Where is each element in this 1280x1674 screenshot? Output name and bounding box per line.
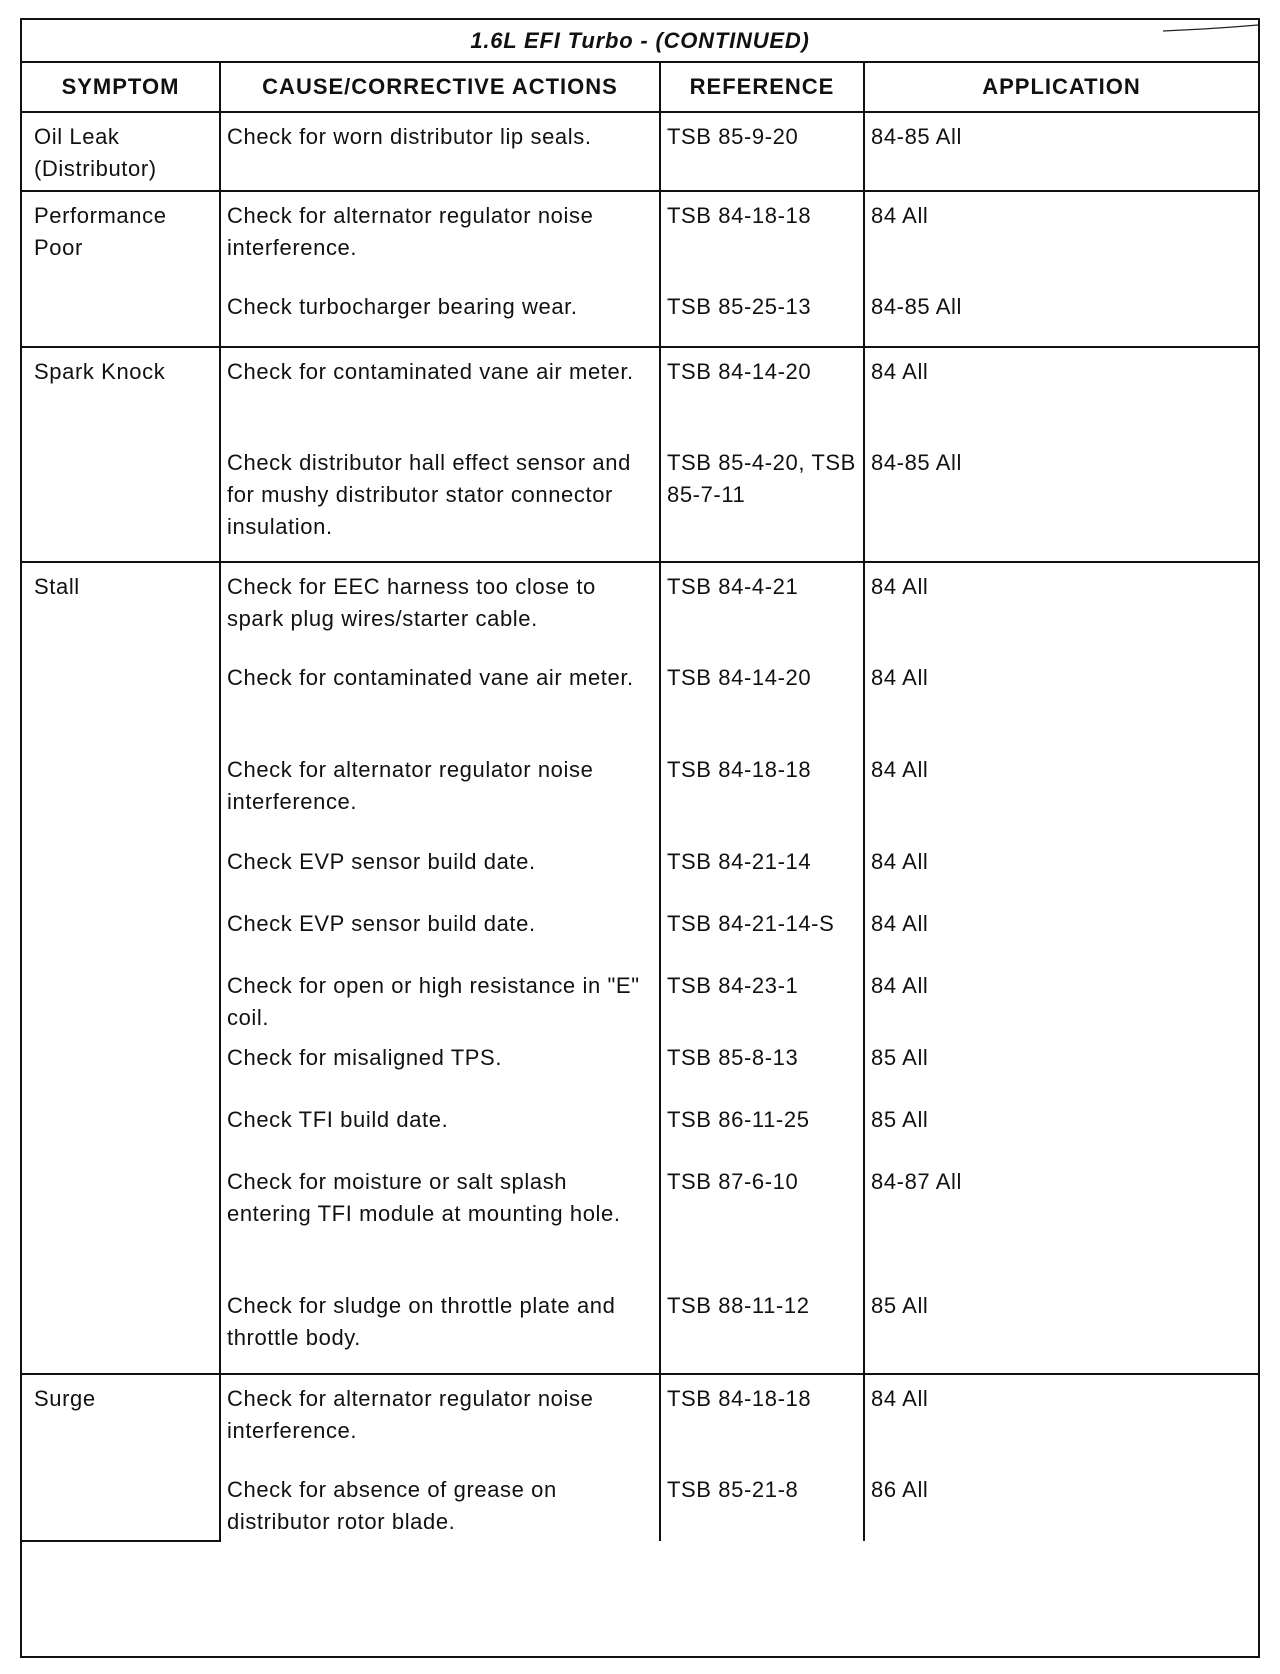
- application-text: 84 All: [871, 757, 929, 782]
- action-text: Check for absence of grease on distributor rotor blade.: [227, 1476, 557, 1534]
- action-text: Check for worn distributor lip seals.: [227, 124, 592, 149]
- action-text: Check for alternator regulator noise interference.: [227, 1385, 594, 1443]
- reference-text: TSB 87-6-10: [667, 1168, 799, 1194]
- reference-text: TSB 84-4-21: [667, 574, 799, 599]
- action-cell: [220, 1466, 660, 1541]
- app-cell: [864, 1282, 1258, 1374]
- symptom-text: Stall: [34, 574, 80, 599]
- symptom-text: Surge: [34, 1385, 96, 1411]
- action-text: Check for contaminated vane air meter.: [227, 359, 634, 384]
- reference-text: TSB 84-14-20: [667, 359, 812, 384]
- reference-cell: [660, 112, 864, 191]
- action-cell: [220, 1096, 660, 1158]
- app-cell: [864, 347, 1258, 439]
- app-cell: [864, 1158, 1258, 1282]
- reference-cell: [660, 900, 864, 962]
- header-application: APPLICATION: [864, 62, 1258, 112]
- application-text: 84-87 All: [871, 1168, 963, 1194]
- app-cell: [864, 746, 1258, 838]
- action-cell: [220, 1034, 660, 1096]
- application-text: 84 All: [871, 203, 929, 228]
- reference-text: TSB 86-11-25: [667, 1106, 810, 1132]
- app-cell: [864, 1034, 1258, 1096]
- application-text: 84 All: [871, 1385, 929, 1411]
- reference-cell: [660, 1282, 864, 1374]
- table-row: [22, 347, 1258, 439]
- reference-text: TSB 85-9-20: [667, 124, 799, 149]
- reference-text: TSB 84-14-20: [667, 665, 812, 690]
- reference-text: TSB 84-18-18: [667, 757, 812, 782]
- symptom-text: Oil Leak (Distributor): [34, 124, 157, 181]
- app-cell: [864, 191, 1258, 283]
- symptom-text: Performance Poor: [34, 203, 167, 260]
- symptom-cell: [22, 112, 220, 191]
- application-text: 84 All: [871, 574, 929, 599]
- application-text: 84 All: [871, 849, 929, 874]
- action-text: Check for alternator regulator noise interference.: [227, 203, 594, 260]
- reference-cell: [660, 962, 864, 1034]
- action-cell: [220, 1374, 660, 1466]
- table-body: [22, 112, 1258, 1541]
- reference-cell: [660, 1158, 864, 1282]
- reference-cell: [660, 283, 864, 347]
- application-text: 84 All: [871, 665, 929, 690]
- reference-text: TSB 84-18-18: [667, 203, 812, 228]
- action-text: Check distributor hall effect sensor and for mushy distributor stator connector insulation.: [227, 450, 631, 539]
- application-text: 84-85 All: [871, 294, 963, 319]
- action-text: Check for moisture or salt splash entering TFI module at mounting hole.: [227, 1168, 621, 1226]
- action-text: Check EVP sensor build date.: [227, 849, 536, 874]
- action-cell: [220, 1282, 660, 1374]
- table-row: [22, 562, 1258, 654]
- symptom-cell: [22, 562, 220, 1374]
- reference-cell: [660, 1374, 864, 1466]
- header-cause: CAUSE/CORRECTIVE ACTIONS: [220, 62, 660, 112]
- table-title: 1.6L EFI Turbo - (CONTINUED): [22, 20, 1258, 62]
- application-text: 84 All: [871, 359, 929, 384]
- app-cell: [864, 654, 1258, 746]
- reference-cell: [660, 1466, 864, 1541]
- app-cell: [864, 1374, 1258, 1466]
- reference-text: TSB 85-21-8: [667, 1476, 799, 1502]
- tsb-page: [20, 18, 1260, 1658]
- action-cell: [220, 347, 660, 439]
- table-row: [22, 112, 1258, 191]
- action-text: Check for EEC harness too close to spark plug wires/starter cable.: [227, 574, 596, 631]
- application-text: 85 All: [871, 1106, 929, 1132]
- action-cell: [220, 191, 660, 283]
- symptom-text: Spark Knock: [34, 359, 166, 384]
- action-text: Check TFI build date.: [227, 1106, 449, 1132]
- reference-cell: [660, 347, 864, 439]
- action-text: Check for open or high resistance in "E" coil.: [227, 973, 640, 1030]
- application-text: 86 All: [871, 1476, 929, 1502]
- application-text: 85 All: [871, 1044, 929, 1070]
- reference-cell: [660, 562, 864, 654]
- reference-text: TSB 84-23-1: [667, 973, 799, 998]
- action-text: Check turbocharger bearing wear.: [227, 294, 578, 319]
- reference-cell: [660, 838, 864, 900]
- action-cell: [220, 962, 660, 1034]
- app-cell: [864, 1466, 1258, 1541]
- application-text: 84-85 All: [871, 124, 963, 149]
- action-cell: [220, 746, 660, 838]
- reference-text: TSB 85-25-13: [667, 294, 812, 319]
- action-text: Check for misaligned TPS.: [227, 1044, 503, 1070]
- app-cell: [864, 562, 1258, 654]
- symptom-cell: [22, 1374, 220, 1541]
- application-text: 85 All: [871, 1292, 929, 1318]
- reference-text: TSB 84-18-18: [667, 1385, 812, 1411]
- action-text: Check for contaminated vane air meter.: [227, 665, 634, 690]
- action-cell: [220, 900, 660, 962]
- tsb-table: [22, 20, 1258, 1542]
- application-text: 84 All: [871, 973, 929, 998]
- reference-cell: [660, 746, 864, 838]
- reference-cell: [660, 439, 864, 562]
- app-cell: [864, 283, 1258, 347]
- reference-cell: [660, 1096, 864, 1158]
- app-cell: [864, 439, 1258, 562]
- reference-text: TSB 84-21-14: [667, 849, 812, 874]
- action-text: Check for alternator regulator noise interference.: [227, 757, 594, 814]
- app-cell: [864, 112, 1258, 191]
- table-row: [22, 191, 1258, 283]
- app-cell: [864, 900, 1258, 962]
- reference-text: TSB 88-11-12: [667, 1292, 810, 1318]
- reference-text: TSB 84-21-14-S: [667, 911, 835, 936]
- table-row: [22, 1374, 1258, 1466]
- reference-cell: [660, 1034, 864, 1096]
- header-symptom: SYMPTOM: [22, 62, 220, 112]
- action-text: Check for sludge on throttle plate and throttle body.: [227, 1292, 616, 1350]
- app-cell: [864, 1096, 1258, 1158]
- app-cell: [864, 962, 1258, 1034]
- reference-text: TSB 85-4-20, TSB 85-7-11: [667, 450, 856, 507]
- action-cell: [220, 283, 660, 347]
- symptom-cell: [22, 347, 220, 562]
- action-cell: [220, 654, 660, 746]
- reference-text: TSB 85-8-13: [667, 1044, 799, 1070]
- header-reference: REFERENCE: [660, 62, 864, 112]
- application-text: 84 All: [871, 911, 929, 936]
- action-cell: [220, 439, 660, 562]
- application-text: 84-85 All: [871, 450, 963, 475]
- app-cell: [864, 838, 1258, 900]
- action-cell: [220, 112, 660, 191]
- action-text: Check EVP sensor build date.: [227, 911, 536, 936]
- symptom-cell: [22, 191, 220, 347]
- action-cell: [220, 1158, 660, 1282]
- reference-cell: [660, 654, 864, 746]
- reference-cell: [660, 191, 864, 283]
- action-cell: [220, 838, 660, 900]
- action-cell: [220, 562, 660, 654]
